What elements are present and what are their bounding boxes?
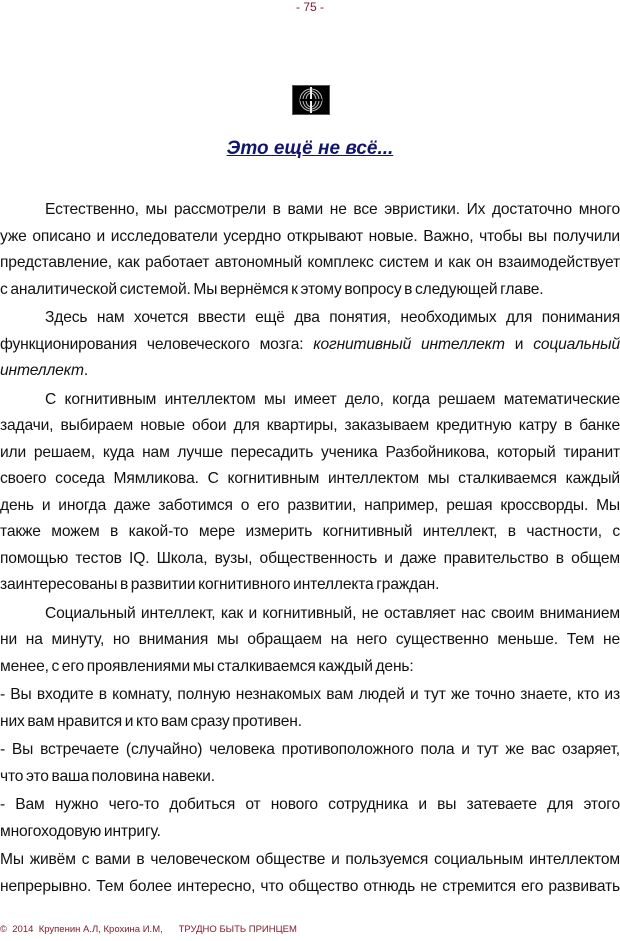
- text-segment: .: [83, 362, 89, 379]
- page-number: - 75 -: [295, 0, 324, 14]
- text-line: [0, 493, 620, 520]
- text-line: [0, 519, 620, 546]
- text-segment: многоходовую интригу.: [0, 822, 161, 840]
- text-line: [0, 277, 620, 304]
- text-segment: Мы живём с вами в человеческом обществе и пользуемся социальным интеллектом: [0, 851, 620, 868]
- paragraph: [0, 197, 620, 303]
- text-segment: Естественно, мы рассмотрели в вами не все эвристики. Их достаточно много: [45, 201, 620, 218]
- text-line: [0, 413, 620, 440]
- text-segment: Здесь нам хочется ввести ещё два понятия, необходимых для понимания: [45, 309, 620, 326]
- text-line: [0, 305, 620, 332]
- paragraph: [0, 737, 620, 790]
- text-segment: Социальный интеллект, как и когнитивный, не оставляет нас своим вниманием: [45, 604, 620, 622]
- paragraph: [0, 305, 620, 385]
- text-line: [0, 709, 620, 736]
- italic-term: социальный: [533, 335, 620, 353]
- paragraph: [0, 847, 620, 900]
- text-line: [0, 847, 620, 874]
- text-segment: - Вы входите в комнату, полную незнакомых вам людей и тут же точно знаете, кто из: [0, 686, 620, 703]
- text-line: [0, 197, 620, 224]
- section-title: Это ещё не всё...: [226, 138, 394, 159]
- text-segment: С когнитивным интеллектом мы имеет дело, когда решаем математические: [45, 390, 620, 408]
- text-line: [0, 601, 620, 628]
- text-segment: или решаем, куда нам лучше пересадить ученика Разбойникова, который тиранит: [0, 443, 620, 461]
- paragraph: [0, 792, 620, 845]
- text-line: [0, 358, 620, 385]
- ornament-icon: [292, 85, 330, 115]
- text-segment: - Вы встречаете (случайно) человека противоположного пола и тут же вас озаряет,: [0, 741, 620, 758]
- text-line: [0, 546, 620, 573]
- paragraph: [0, 601, 620, 681]
- text-segment: представление, как работает автономный комплекс систем и как он взаимодействует: [0, 254, 620, 271]
- text-line: [0, 819, 620, 846]
- text-segment: заинтересованы в развитии когнитивного интеллекта граждан.: [0, 576, 440, 593]
- text-segment: что это ваша половина навеки.: [0, 767, 215, 785]
- text-line: [0, 682, 620, 709]
- paragraph: [0, 682, 620, 735]
- text-line: [0, 654, 620, 681]
- text-segment: уже описано и исследователи усердно открывают новые. Важно, чтобы вы получили: [0, 227, 620, 245]
- text-segment: задачи, выбираем новые обои для квартиры, заказываем кредитную катру в банке: [0, 417, 620, 434]
- text-line: [0, 764, 620, 791]
- text-segment: - Вам нужно чего-то добиться от нового сотрудника и вы затеваете для этого: [0, 796, 620, 813]
- italic-term: интеллект: [0, 362, 84, 379]
- text-segment: своего соседа Мямликова. С когнитивным интеллектом мы сталкиваемся каждый: [0, 470, 620, 487]
- text-segment: день и иногда даже заботимся о его развитии, например, решая кроссворды. Мы: [0, 496, 620, 514]
- text-line: [0, 572, 620, 599]
- text-segment: непрерывно. Тем более интересно, что общество отнюдь не стремится его развивать: [0, 877, 620, 895]
- text-segment: с аналитической системой. Мы вернёмся к этому вопросу в следующей главе.: [0, 280, 544, 298]
- text-line: [0, 332, 620, 359]
- text-segment: помощью тестов IQ. Школа, вузы, общественность и даже правительство в общем: [0, 549, 620, 567]
- italic-term: когнитивный интеллект: [313, 335, 505, 353]
- text-line: [0, 466, 620, 493]
- text-segment: них вам нравится и кто вам сразу противен.: [0, 712, 302, 730]
- text-line: [0, 792, 620, 819]
- text-line: [0, 737, 620, 764]
- text-line: [0, 387, 620, 414]
- text-segment: менее, с его проявлениями мы сталкиваемся каждый день:: [0, 657, 414, 675]
- text-line: [0, 874, 620, 901]
- text-segment: и: [504, 335, 534, 353]
- text-line: [0, 224, 620, 251]
- paragraph: [0, 387, 620, 599]
- text-line: [0, 627, 620, 654]
- text-segment: также можем в какой-то мере измерить когнитивный интеллект, в частности, с: [0, 523, 620, 540]
- footer-copyright: © 2014 Крупенин А.Л, Крохина И.М, ТРУДНО БЫТЬ ПРИНЦЕМ: [0, 924, 297, 935]
- text-line: [0, 250, 620, 277]
- text-segment: ни на минуту, но внимания мы обращаем на него существенно меньше. Тем не: [0, 631, 620, 648]
- text-line: [0, 440, 620, 467]
- text-segment: функционирования человеческого мозга:: [0, 335, 314, 353]
